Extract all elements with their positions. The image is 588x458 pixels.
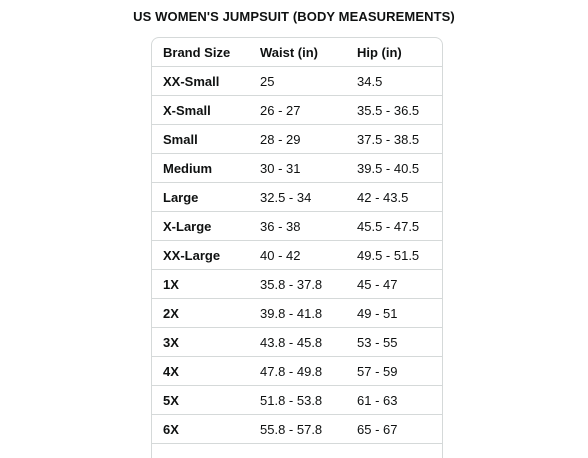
table-row <box>152 415 442 444</box>
cell-waist: 26 - 27 <box>249 96 346 125</box>
table-row <box>152 357 442 386</box>
cell-hip: 35.5 - 36.5 <box>346 96 442 125</box>
cell-waist: 28 - 29 <box>249 125 346 154</box>
cell-waist: 39.8 - 41.8 <box>249 299 346 328</box>
table-row <box>152 241 442 270</box>
cell-waist: 55.8 - 57.8 <box>249 415 346 444</box>
cell-size: 6X <box>152 415 249 444</box>
table-row <box>152 154 442 183</box>
cell-size: 4X <box>152 357 249 386</box>
cell-size: 1X <box>152 270 249 299</box>
cell-hip: 49 - 51 <box>346 299 442 328</box>
table-row <box>152 386 442 415</box>
cell-size: X-Small <box>152 96 249 125</box>
table-header-row <box>152 38 442 67</box>
cell-hip: 49.5 - 51.5 <box>346 241 442 270</box>
cell-hip: 39.5 - 40.5 <box>346 154 442 183</box>
cell-hip: 57 - 59 <box>346 357 442 386</box>
header-waist: Waist (in) <box>249 38 346 67</box>
cell-size: XX-Large <box>152 241 249 270</box>
header-hip: Hip (in) <box>346 38 442 67</box>
cell-hip: 65 - 67 <box>346 415 442 444</box>
size-table <box>152 38 442 444</box>
cell-size: XX-Small <box>152 67 249 96</box>
cell-size: Small <box>152 125 249 154</box>
cell-size: 3X <box>152 328 249 357</box>
table-row <box>152 328 442 357</box>
cell-hip: 42 - 43.5 <box>346 183 442 212</box>
cell-hip: 37.5 - 38.5 <box>346 125 442 154</box>
size-table-container <box>151 37 443 458</box>
cell-waist: 30 - 31 <box>249 154 346 183</box>
header-brand-size: Brand Size <box>152 38 249 67</box>
cell-hip: 45.5 - 47.5 <box>346 212 442 241</box>
table-row <box>152 212 442 241</box>
cell-waist: 51.8 - 53.8 <box>249 386 346 415</box>
cell-waist: 40 - 42 <box>249 241 346 270</box>
cell-waist: 47.8 - 49.8 <box>249 357 346 386</box>
cell-hip: 53 - 55 <box>346 328 442 357</box>
cell-hip: 61 - 63 <box>346 386 442 415</box>
table-row <box>152 67 442 96</box>
cell-size: X-Large <box>152 212 249 241</box>
cell-size: 5X <box>152 386 249 415</box>
cell-waist: 25 <box>249 67 346 96</box>
cell-hip: 45 - 47 <box>346 270 442 299</box>
cell-waist: 35.8 - 37.8 <box>249 270 346 299</box>
table-row <box>152 299 442 328</box>
cell-size: Medium <box>152 154 249 183</box>
cell-size: 2X <box>152 299 249 328</box>
cell-hip: 34.5 <box>346 67 442 96</box>
table-row <box>152 270 442 299</box>
cell-size: Large <box>152 183 249 212</box>
table-row <box>152 125 442 154</box>
table-row <box>152 96 442 125</box>
cell-waist: 32.5 - 34 <box>249 183 346 212</box>
cell-waist: 36 - 38 <box>249 212 346 241</box>
table-row <box>152 183 442 212</box>
cell-waist: 43.8 - 45.8 <box>249 328 346 357</box>
chart-title: US WOMEN'S JUMPSUIT (BODY MEASUREMENTS) <box>133 9 455 24</box>
